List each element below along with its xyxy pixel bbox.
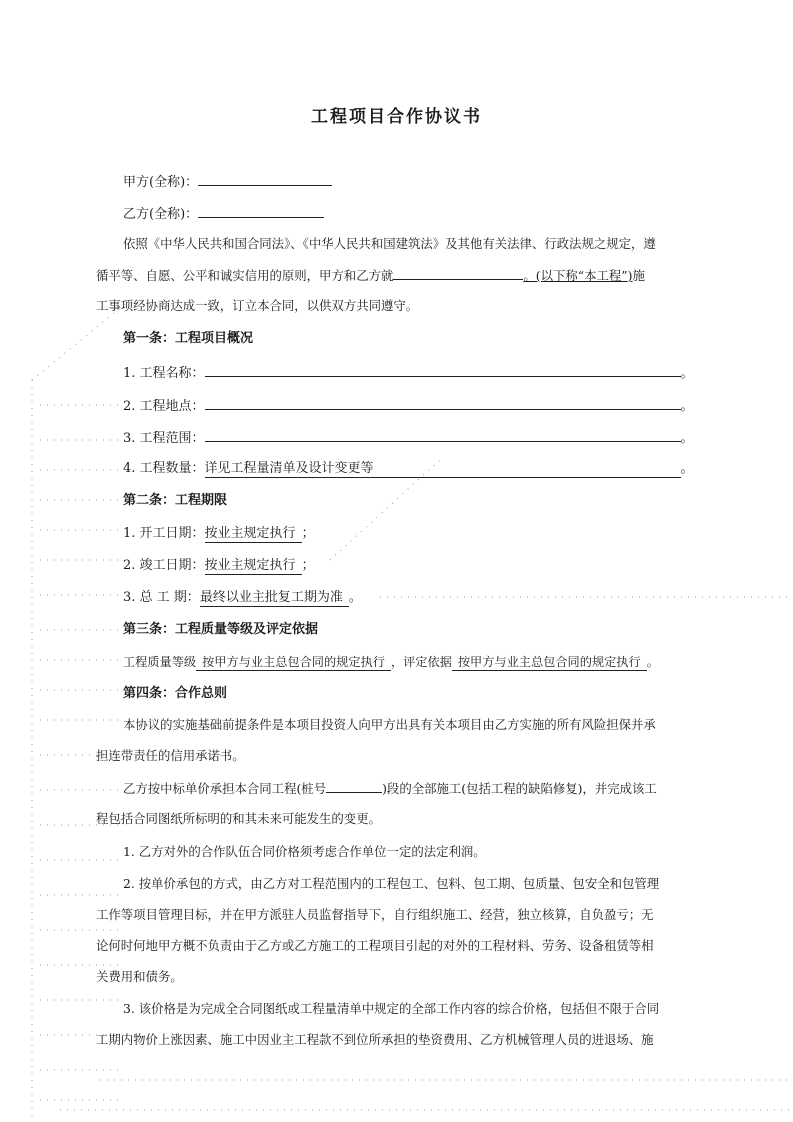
- art4-p1-line-2: 担连带责任的信用承诺书。: [96, 748, 245, 763]
- article-4-heading: 第四条：合作总则: [123, 686, 228, 701]
- intro-line-2: [96, 267, 645, 284]
- art1-item-end: 。: [680, 461, 694, 476]
- document-title: 工程项目合作协议书: [311, 107, 482, 127]
- art4-p5-line-2: 工期内物价上涨因素、施工中因业主工程款不到位所承担的垫资费用、乙方机械管理人员的进退场、施: [96, 1032, 654, 1047]
- art2-start-date: [123, 526, 315, 543]
- art4-p5-line-1: 3. 该价格是为完成全合同图纸或工程量清单中规定的全部工作内容的综合价格，包括但不限于合同: [123, 1001, 660, 1016]
- art2-item-end: ；: [301, 526, 315, 541]
- art1-item-label: 1. 工程名称：: [123, 366, 205, 381]
- art1-item-end: 。: [680, 366, 694, 381]
- art4-p4-line-1: 2. 按单价承包的方式，由乙方对工程范围内的工程包工、包料、包工期、包质量、包安全和包管理: [123, 876, 660, 891]
- article-2-heading: 第二条：工程期限: [123, 493, 228, 508]
- party-a-blank: [198, 173, 332, 186]
- art4-p3: 1. 乙方对外的合作队伍合同价格须考虑合作单位一定的法定利润。: [123, 844, 486, 859]
- art2-item-label: 2. 竣工日期：: [123, 558, 205, 573]
- art1-item-blank: [205, 429, 681, 442]
- art2-total-period: [123, 590, 362, 607]
- art1-item-scope: [123, 429, 694, 447]
- art1-item-quantity: [123, 461, 694, 478]
- art2-item-value: 最终以业主批复工期为准: [200, 590, 349, 607]
- art2-end-date: [123, 558, 315, 575]
- art1-item-label: 3. 工程范围：: [123, 431, 205, 446]
- party-b-line: [123, 205, 324, 223]
- art2-item-end: 。: [348, 590, 362, 605]
- art2-item-label: 3. 总 工 期：: [123, 590, 200, 605]
- art3-value-1: 按甲方与业主总包合同的规定执行: [196, 654, 391, 671]
- art1-item-name: [123, 364, 694, 382]
- art1-item-end: 。: [680, 431, 694, 446]
- art1-item-location: [123, 397, 694, 415]
- party-b-blank: [198, 205, 324, 218]
- art4-p2-text-a: 乙方按中标单价承担本合同工程(桩号: [123, 781, 327, 796]
- art2-item-end: ；: [301, 558, 315, 573]
- intro-text-a: 循平等、自愿、公平和诚实信用的原则，甲方和乙方就: [96, 268, 394, 283]
- stake-number-blank: [326, 780, 382, 793]
- art3-text-2: ，评定依据: [390, 655, 452, 669]
- intro-line-3: 工事项经协商达成一致，订立本合同，以供双方共同遵守。: [96, 298, 419, 313]
- article-3-heading: 第三条：工程质量等级及评定依据: [123, 622, 319, 637]
- art2-item-value: 按业主规定执行: [205, 526, 302, 543]
- art3-text-3: 。: [646, 655, 659, 669]
- art1-item-label: 4. 工程数量：: [123, 461, 205, 476]
- intro-text-c: 施: [632, 268, 645, 283]
- art2-item-label: 1. 开工日期：: [123, 526, 205, 541]
- party-a-label: 甲方(全称)：: [123, 175, 199, 190]
- art4-p1-line-1: 本协议的实施基础前提条件是本项目投资人向甲方出具有关本项目由乙方实施的所有风险担保并承: [123, 717, 656, 732]
- party-b-label: 乙方(全称)：: [123, 207, 199, 222]
- art3-quality-line: [123, 654, 659, 671]
- art4-p4-line-3: 论何时何地甲方概不负责由于乙方或乙方施工的工程项目引起的对外的工程材料、劳务、设备租赁等相: [96, 938, 654, 953]
- party-a-line: [123, 173, 332, 191]
- art1-item-end: 。: [680, 399, 694, 414]
- art4-p2-line-2: 程包括合同图纸所标明的和其未来可能发生的变更。: [96, 811, 381, 826]
- art3-text-1: 工程质量等级: [123, 655, 197, 669]
- article-1-heading: 第一条：工程项目概况: [123, 331, 254, 346]
- intro-line-1: 依照《中华人民共和国合同法》、《中华人民共和国建筑法》及其他有关法律、行政法规之规定，遵: [123, 236, 656, 251]
- art3-value-2: 按甲方与业主总包合同的规定执行: [452, 654, 647, 671]
- art4-p2-line-1: [123, 780, 657, 797]
- art1-item-label: 2. 工程地点：: [123, 399, 205, 414]
- art4-p4-line-2: 工作等项目管理目标，并在甲方派驻人员监督指导下，自行组织施工、经营，独立核算，自负盈亏；无: [96, 907, 654, 922]
- art1-item-blank: [205, 397, 681, 410]
- art2-item-value: 按业主规定执行: [205, 558, 302, 575]
- art1-item-value: 详见工程量清单及设计变更等: [205, 461, 681, 478]
- art4-p4-line-4: 关费用和债务。: [96, 969, 183, 984]
- intro-text-b: 。(以下称“本工程”): [523, 268, 633, 283]
- art4-p2-text-b: )段的全部施工(包括工程的缺陷修复)，并完成该工: [382, 781, 657, 796]
- project-name-blank: [393, 267, 523, 280]
- art1-item-blank: [205, 364, 681, 377]
